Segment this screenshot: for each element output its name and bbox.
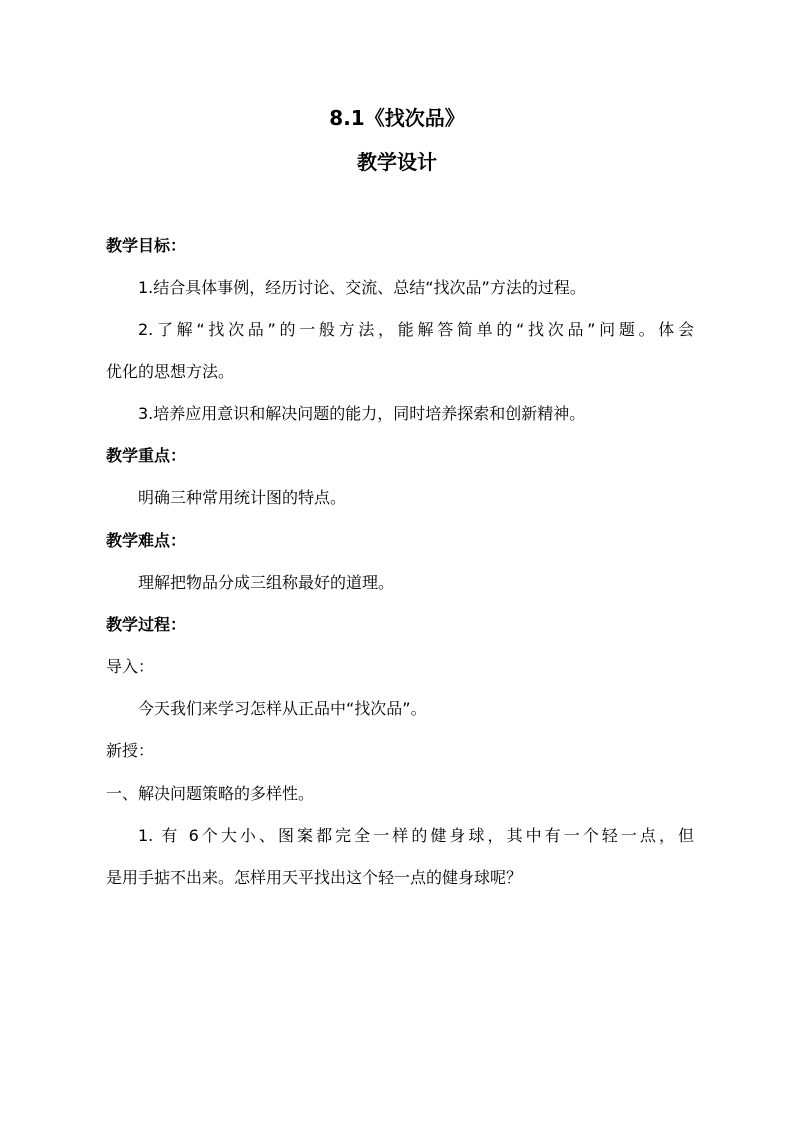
- difficulties-heading: 教学难点：: [106, 531, 187, 550]
- document-title: 8.1《找次品》: [329, 106, 465, 130]
- objectives-heading: 教学目标：: [106, 236, 187, 255]
- problem-text-line-1: 1. 有 6个大小、图案都完全一样的健身球，其中有一个轻一点，但: [138, 826, 694, 845]
- difficulties-text: 理解把物品分成三组称最好的道理。: [138, 573, 395, 592]
- intro-label: 导入：: [106, 657, 155, 676]
- document-subtitle: 教学设计: [357, 150, 437, 174]
- new-lesson-label: 新授：: [106, 741, 155, 760]
- process-heading: 教学过程：: [106, 615, 187, 634]
- objective-item-2: 2.了解“找次品”的一般方法，能解答简单的“找次品”问题。体会: [138, 320, 694, 339]
- intro-text: 今天我们来学习怎样从正品中“找次品”。: [138, 699, 427, 718]
- problem-text-line-2: 是用手掂不出来。怎样用天平找出这个轻一点的健身球呢？: [106, 868, 523, 887]
- section-heading-1: 一、解决问题策略的多样性。: [106, 784, 315, 803]
- objective-item-2-continued: 优化的思想方法。: [106, 362, 235, 381]
- objective-item-1: 1.结合具体事例，经历讨论、交流、总结“找次品”方法的过程。: [138, 278, 586, 297]
- objective-item-3: 3.培养应用意识和解决问题的能力，同时培养探索和创新精神。: [138, 404, 586, 423]
- key-points-text: 明确三种常用统计图的特点。: [138, 488, 347, 507]
- key-points-heading: 教学重点：: [106, 446, 187, 465]
